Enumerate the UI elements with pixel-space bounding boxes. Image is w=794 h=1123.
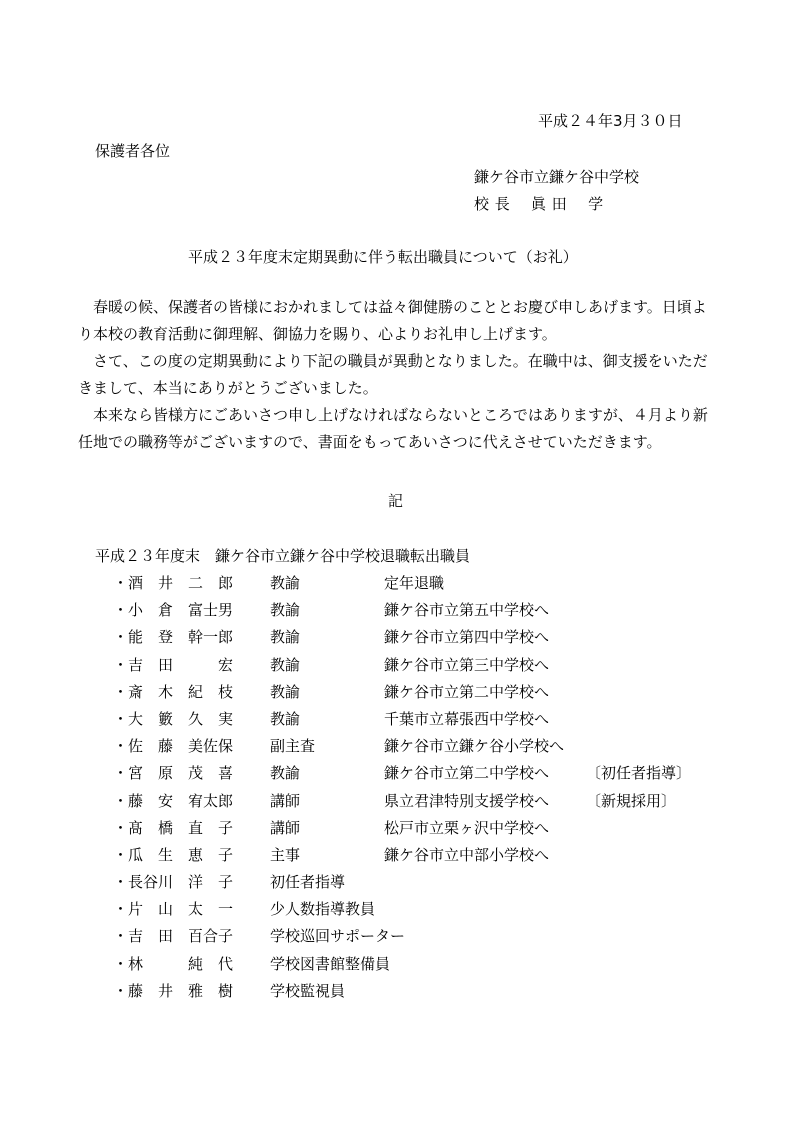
staff-role: 講師 [270, 791, 301, 810]
staff-role: 主事 [270, 845, 301, 864]
staff-row [113, 760, 691, 787]
staff-role: 少人数指導教員 [270, 900, 376, 919]
staff-row [113, 869, 691, 896]
staff-destination: 鎌ケ谷市立第三中学校へ [384, 655, 550, 674]
staff-name: ・宮 原 茂 喜 [113, 764, 234, 783]
principal-name: 校 長 眞 田 学 [474, 195, 604, 213]
staff-role: 学校巡回サポーター [270, 927, 406, 946]
staff-destination: 県立君津特別支援学校へ [384, 791, 550, 810]
staff-destination: 松戸市立栗ヶ沢中学校へ [384, 818, 550, 837]
staff-role: 教諭 [270, 682, 301, 701]
staff-row [113, 679, 691, 706]
staff-name: ・藤 安 宥太郎 [113, 791, 234, 810]
staff-row [113, 896, 691, 923]
staff-role: 教諭 [270, 764, 301, 783]
staff-role: 教諭 [270, 601, 301, 620]
body-paragraph-1: 春暖の候、保護者の皆様におかれましては益々御健勝のこととお慶び申しあげます。日頃より本校の教育活動に御理解、御協力を賜り、心よりお礼申し上げます。 [78, 298, 707, 343]
staff-row [113, 597, 691, 624]
staff-role: 学校監視員 [270, 981, 346, 1000]
staff-name: ・能 登 幹一郎 [113, 628, 234, 647]
staff-row [113, 733, 691, 760]
staff-row [113, 570, 691, 597]
staff-role: 教諭 [270, 709, 301, 728]
staff-destination: 鎌ケ谷市立第五中学校へ [384, 601, 550, 620]
ki-heading: 記 [388, 492, 404, 510]
staff-name: ・佐 藤 美佐保 [113, 737, 234, 756]
staff-role: 講師 [270, 818, 301, 837]
document-title: 平成２３年度末定期異動に伴う転出職員について（お礼） [188, 248, 578, 266]
staff-row [113, 652, 691, 679]
letter-date: 平成２４年3月３０日 [538, 112, 683, 130]
staff-row [113, 815, 691, 842]
staff-name: ・吉 田 宏 [113, 655, 234, 674]
staff-role: 副主査 [270, 737, 316, 756]
staff-name: ・小 倉 富士男 [113, 601, 234, 620]
staff-role: 初任者指導 [270, 873, 346, 892]
staff-destination: 鎌ケ谷市立第二中学校へ [384, 764, 550, 783]
staff-name: ・斎 木 紀 枝 [113, 682, 234, 701]
staff-row [113, 624, 691, 651]
body-paragraph-3: 本来なら皆様方にごあいさつ申し上げなければならないところではありますが、４月より新任地での職務等がございますので、書面をもってあいさつに代えさせていただきます。 [78, 406, 708, 451]
staff-row [113, 788, 691, 815]
staff-name: ・瓜 生 恵 子 [113, 845, 234, 864]
staff-name: ・吉 田 百合子 [113, 927, 234, 946]
addressee: 保護者各位 [95, 142, 171, 160]
staff-destination: 鎌ケ谷市立中部小学校へ [384, 845, 550, 864]
staff-role: 教諭 [270, 628, 301, 647]
staff-destination: 定年退職 [384, 574, 445, 592]
staff-role: 学校図書館整備員 [270, 954, 391, 973]
staff-name: ・大 籔 久 実 [113, 709, 234, 728]
staff-name: ・髙 橋 直 子 [113, 818, 234, 837]
staff-destination: 鎌ケ谷市立鎌ケ谷小学校へ [384, 737, 565, 756]
staff-destination: 鎌ケ谷市立第四中学校へ [384, 628, 550, 647]
staff-row [113, 923, 691, 950]
staff-note: 〔初任者指導〕 [586, 764, 692, 783]
staff-row [113, 706, 691, 733]
staff-destination: 千葉市立幕張西中学校へ [384, 709, 550, 728]
staff-name: ・藤 井 雅 樹 [113, 981, 234, 1000]
body-paragraph-2: さて、この度の定期異動により下記の職員が異動となりました。在職中は、御支援をいただきまして、本当にありがとうございました。 [78, 352, 708, 397]
staff-list [113, 570, 691, 1005]
school-name: 鎌ケ谷市立鎌ケ谷中学校 [474, 168, 640, 186]
staff-row [113, 842, 691, 869]
staff-destination: 鎌ケ谷市立第二中学校へ [384, 682, 550, 701]
staff-name: ・長谷川 洋 子 [113, 873, 234, 892]
staff-row [113, 951, 691, 978]
staff-role: 教諭 [270, 574, 301, 592]
staff-name: ・林 純 代 [113, 954, 234, 973]
staff-name: ・酒 井 二 郎 [113, 574, 234, 592]
staff-note: 〔新規採用〕 [586, 791, 677, 810]
staff-role: 教諭 [270, 655, 301, 674]
staff-name: ・片 山 太 一 [113, 900, 234, 919]
staff-list-heading: 平成２３年度末 鎌ケ谷市立鎌ケ谷中学校退職転出職員 [95, 547, 471, 565]
staff-row [113, 978, 691, 1005]
